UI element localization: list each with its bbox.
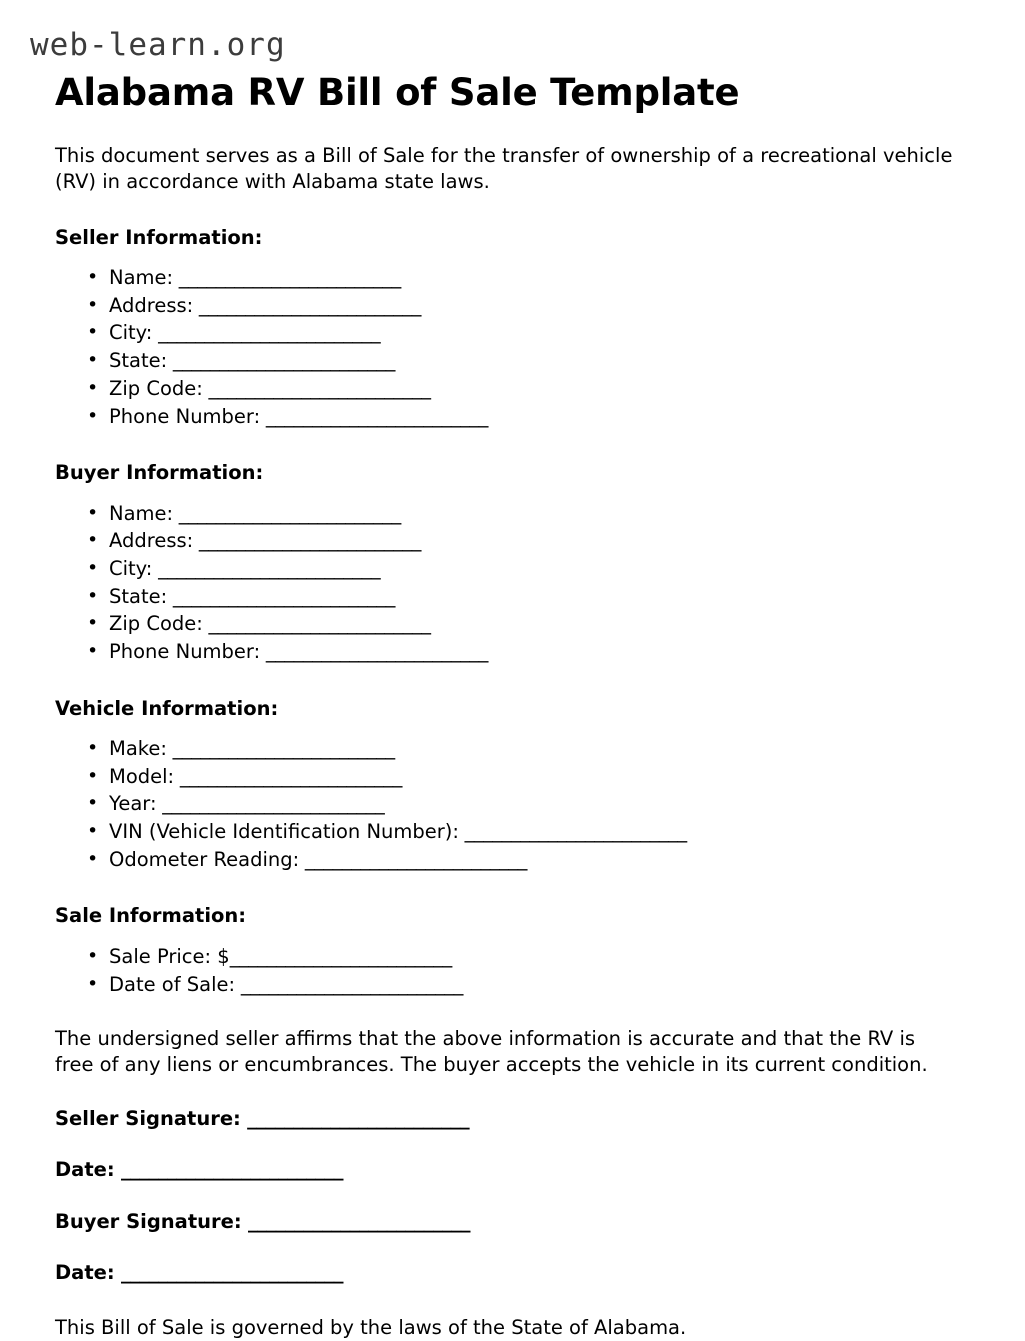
signature-blank: ________________________ bbox=[240, 1107, 470, 1131]
list-item bbox=[87, 943, 955, 971]
field-label: Year: bbox=[109, 792, 157, 816]
list-item bbox=[87, 264, 955, 292]
list-item bbox=[87, 763, 955, 791]
list-item bbox=[87, 583, 955, 611]
field-blank: ________________________ bbox=[260, 404, 488, 428]
signature-label: Date: bbox=[55, 1261, 115, 1285]
site-logo-text: web-learn.org bbox=[30, 27, 286, 63]
signature-blank: ________________________ bbox=[114, 1158, 343, 1182]
list-item bbox=[87, 527, 955, 555]
list-item bbox=[87, 403, 955, 431]
governing-law-text: This Bill of Sale is governed by the laws of the State of Alabama. bbox=[55, 1316, 687, 1340]
field-label: Sale Price: $ bbox=[109, 944, 230, 968]
section-heading-sale: Sale Information: bbox=[55, 904, 247, 928]
affirmation-paragraph: The undersigned seller affirms that the above information is accurate and that the RV is free of any liens or encumbrances. The buyer accepts the vehicle in its current condition. bbox=[55, 1027, 928, 1077]
field-label: Zip Code: bbox=[109, 376, 203, 400]
field-label: Odometer Reading: bbox=[109, 847, 300, 871]
list-item bbox=[87, 790, 955, 818]
list-item bbox=[87, 375, 955, 403]
field-blank: ________________________ bbox=[173, 501, 401, 525]
field-list-seller bbox=[55, 264, 955, 430]
field-label: Name: bbox=[109, 501, 174, 525]
signature-label: Buyer Signature: bbox=[55, 1209, 242, 1233]
signature-blank: ________________________ bbox=[114, 1261, 343, 1285]
field-blank: ________________________ bbox=[167, 349, 395, 373]
field-label: Make: bbox=[109, 737, 167, 761]
field-list-sale bbox=[55, 943, 955, 998]
page-title: Alabama RV Bill of Sale Template bbox=[55, 71, 740, 114]
field-blank: ________________________ bbox=[235, 972, 463, 996]
signature-block bbox=[55, 1106, 955, 1285]
field-blank: ________________________ bbox=[166, 737, 395, 761]
field-label: Model: bbox=[109, 764, 175, 788]
list-item bbox=[87, 292, 955, 320]
signature-blank: ________________________ bbox=[241, 1209, 470, 1233]
field-label: Phone Number: bbox=[109, 640, 261, 663]
field-label: Address: bbox=[109, 293, 194, 317]
signature-label: Seller Signature: bbox=[55, 1107, 241, 1131]
list-item bbox=[87, 347, 955, 375]
field-label: Phone Number: bbox=[109, 404, 261, 428]
field-label: Address: bbox=[109, 529, 194, 553]
field-list-buyer bbox=[55, 500, 955, 666]
list-item bbox=[87, 610, 955, 638]
field-label: State: bbox=[109, 584, 168, 608]
field-label: VIN (Vehicle Identification Number): bbox=[109, 820, 459, 844]
field-label: State: bbox=[109, 349, 168, 373]
list-item bbox=[87, 555, 955, 583]
field-blank: ________________________ bbox=[167, 584, 395, 608]
list-item bbox=[87, 319, 955, 347]
list-item bbox=[87, 971, 955, 999]
field-label: City: bbox=[109, 556, 153, 580]
buyer-date-line bbox=[55, 1260, 955, 1285]
intro-paragraph: This document serves as a Bill of Sale for the transfer of ownership of a recreational vehicle (RV) in accordance with Alabama state laws. bbox=[55, 143, 953, 193]
seller-signature-line bbox=[55, 1106, 955, 1131]
field-blank: ________________________ bbox=[193, 293, 421, 317]
field-blank: ________________________ bbox=[156, 792, 385, 816]
section-heading-seller: Seller Information: bbox=[55, 225, 263, 249]
field-blank: ________________________ bbox=[193, 529, 421, 553]
list-item bbox=[87, 818, 955, 846]
field-blank: ________________________ bbox=[152, 321, 381, 345]
list-item bbox=[87, 846, 955, 874]
list-item bbox=[87, 500, 955, 528]
list-item bbox=[87, 735, 955, 763]
field-blank: ________________________ bbox=[202, 376, 431, 400]
field-blank: ________________________ bbox=[458, 820, 687, 844]
field-blank: ________________________ bbox=[173, 266, 401, 290]
field-label: Name: bbox=[109, 266, 174, 290]
field-label: Date of Sale: bbox=[109, 972, 236, 996]
document-content bbox=[55, 72, 955, 1341]
field-list-vehicle bbox=[55, 735, 955, 873]
section-heading-vehicle: Vehicle Information: bbox=[55, 696, 279, 720]
field-blank: ________________________ bbox=[152, 556, 381, 580]
field-blank: ________________________ bbox=[174, 764, 402, 788]
seller-date-line bbox=[55, 1157, 955, 1182]
field-label: Zip Code: bbox=[109, 612, 203, 636]
field-blank: ________________________ bbox=[299, 847, 527, 871]
field-blank: ________________________ bbox=[202, 612, 431, 636]
signature-label: Date: bbox=[55, 1158, 115, 1182]
list-item bbox=[87, 638, 955, 666]
field-blank: ________________________ bbox=[229, 944, 452, 968]
section-heading-buyer: Buyer Information: bbox=[55, 461, 264, 485]
field-label: City: bbox=[109, 321, 153, 345]
field-blank: ________________________ bbox=[260, 640, 488, 663]
buyer-signature-line bbox=[55, 1209, 955, 1234]
